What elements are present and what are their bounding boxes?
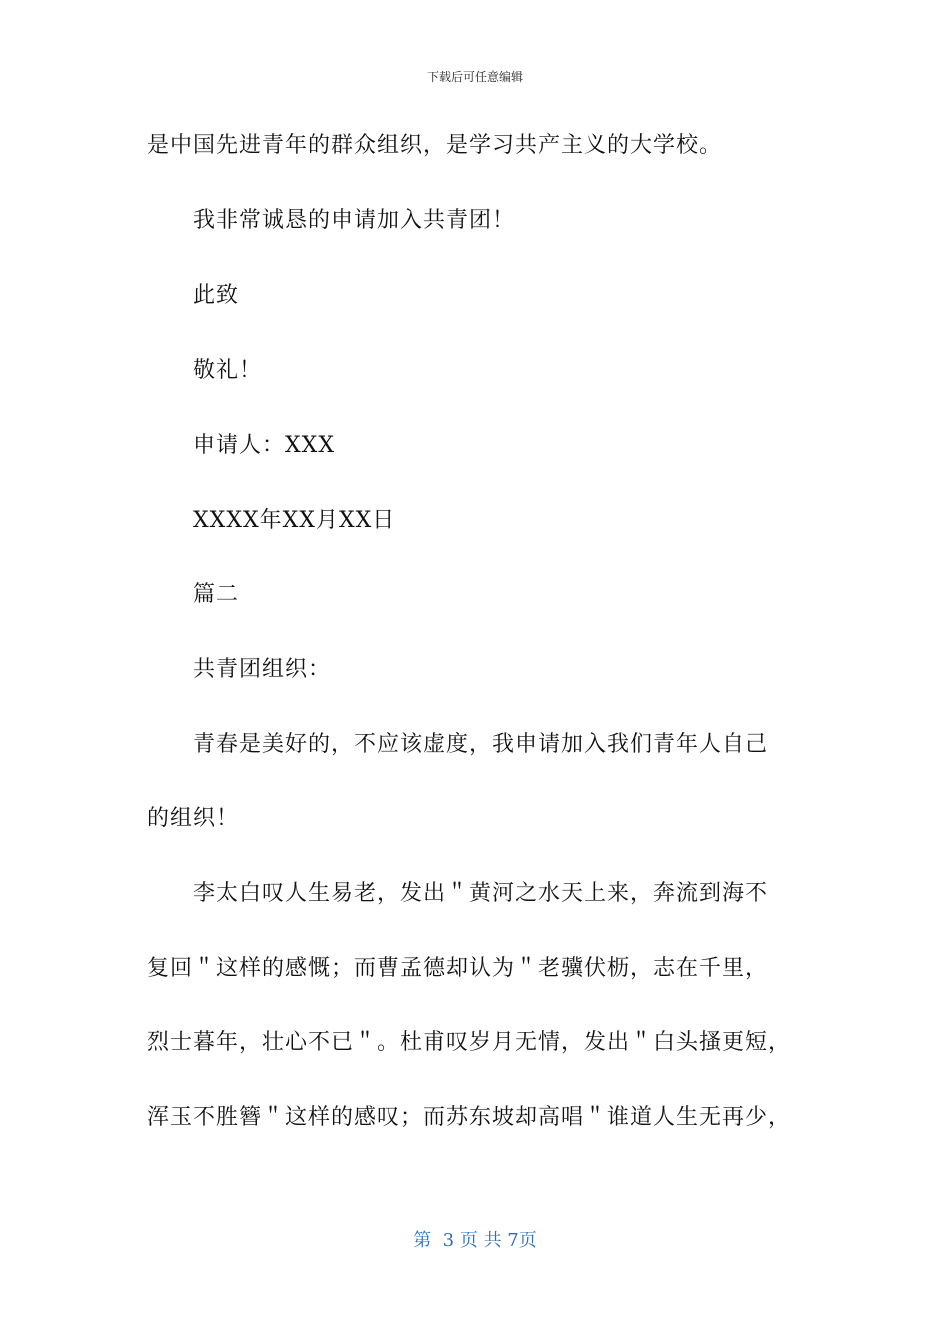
- paragraph-line: 青春是美好的，不应该虚度，我申请加入我们青年人自己: [193, 732, 769, 757]
- closing-line: 此致: [193, 283, 240, 308]
- salutation-line: 共青团组织：: [193, 657, 332, 682]
- header-note: 下载后可任意编辑: [426, 70, 523, 84]
- paragraph-line: 浑玉不胜簪＂这样的感叹；而苏东坡却高唱＂谁道人生无再少，: [147, 1105, 792, 1130]
- applicant-line: 申请人：XXX: [193, 433, 335, 458]
- paragraph-line: 是中国先进青年的群众组织，是学习共产主义的大学校。: [147, 133, 723, 158]
- paragraph-line: 我非常诚恳的申请加入共青团！: [193, 208, 516, 233]
- closing-line: 敬礼！: [193, 358, 263, 383]
- date-line: XXXX年XX月XX日: [193, 508, 396, 533]
- section-title: 篇二: [193, 582, 240, 607]
- paragraph-line: 李太白叹人生易老，发出＂黄河之水天上来，奔流到海不: [193, 881, 769, 906]
- paragraph-line: 的组织！: [147, 806, 240, 831]
- paragraph-line: 复回＂这样的感慨；而曹孟德却认为＂老骥伏枥，志在千里，: [147, 956, 769, 981]
- page-number: 第 3 页 共 7页: [413, 1230, 537, 1251]
- paragraph-line: 烈士暮年，壮心不已＂。杜甫叹岁月无情，发出＂白头搔更短，: [147, 1030, 792, 1055]
